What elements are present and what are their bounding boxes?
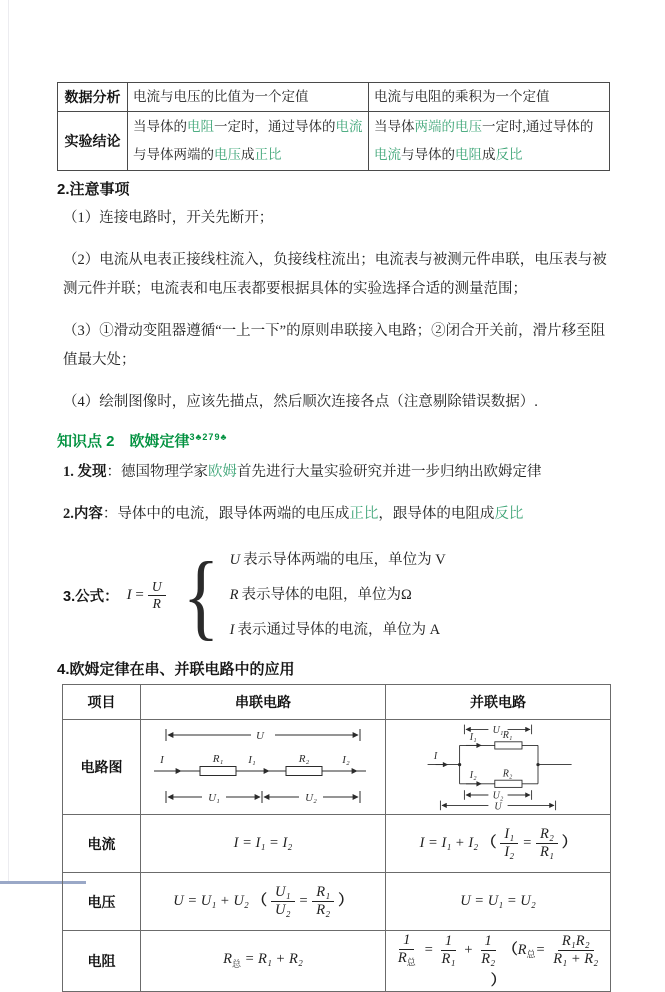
cell-analysis-voltage: 电流与电压的比值为一个定值	[128, 83, 369, 112]
formula-text: U = U₁ = U₂	[460, 893, 536, 909]
text-segment: 与导体两端的	[133, 147, 214, 162]
highlight-term: 正比	[254, 147, 282, 162]
fraction-numerator: R₂	[536, 826, 558, 844]
voltage-series-cell	[141, 873, 386, 931]
cell-conclusion-series	[128, 112, 369, 171]
highlight-term: 反比	[494, 506, 524, 522]
highlight-term: 电阻	[187, 119, 214, 134]
item-number: 1.	[63, 464, 78, 480]
table-header-row	[63, 685, 611, 720]
resistor-r1	[495, 742, 522, 749]
label-i1: I₁	[469, 731, 477, 743]
variable-symbol: R	[517, 941, 527, 958]
row-label-data-analysis: 数据分析	[58, 83, 128, 112]
item-label: 发现	[77, 464, 107, 480]
legend-line-i	[230, 613, 446, 648]
label-r2: R₂	[298, 753, 310, 765]
knowledge-point-heading	[57, 430, 610, 451]
notes-title: 2.注意事项	[57, 181, 130, 198]
text-segment: 德国物理学家	[121, 464, 208, 480]
equals-sign: =	[535, 941, 546, 958]
variable-symbol: R	[229, 587, 239, 603]
label-u2: U₂	[492, 790, 504, 802]
text-segment: 一定时,通过导体的	[482, 119, 594, 134]
text-segment: 当导体的	[133, 119, 187, 134]
formula-text: U = U₁ + U₂	[173, 892, 253, 909]
highlight-term: 正比	[349, 506, 379, 522]
label-r2: R₂	[502, 768, 513, 780]
paren-open: （	[252, 892, 267, 909]
resistor-r2	[495, 780, 522, 787]
fraction	[271, 884, 295, 920]
item-label: 内容	[73, 506, 103, 522]
resistance-parallel-cell	[386, 931, 611, 992]
ohm-application-table	[62, 684, 611, 992]
highlight-term: 电流	[335, 119, 363, 134]
formula-text: I = I₁ = I₂	[233, 835, 293, 851]
fraction-denominator: I₂	[504, 844, 515, 860]
row-label-resistance: 电阻	[63, 931, 141, 992]
plus-sign: +	[463, 941, 474, 958]
discover-line	[57, 458, 610, 487]
row-label-conclusion: 实验结论	[58, 112, 128, 171]
fraction-numerator: I₁	[500, 826, 518, 844]
ohm-formula-block	[57, 543, 610, 648]
label-u2: U₂	[305, 792, 317, 804]
fraction	[477, 933, 499, 969]
label-u1: U₁	[208, 792, 220, 804]
text-segment: 成	[482, 147, 496, 162]
fraction-numerator: 1	[441, 933, 456, 951]
fraction-numerator: 1	[481, 933, 496, 951]
content-line	[57, 500, 610, 529]
label-r1: R₁	[212, 753, 224, 765]
fraction-denominator: R₁	[441, 950, 456, 967]
cell-conclusion-parallel	[369, 112, 610, 171]
fraction-denominator: R₁ + R₂	[553, 950, 599, 967]
fraction-denominator: R₁	[540, 844, 554, 860]
label-u: U	[494, 801, 502, 811]
highlight-term: 电阻	[455, 147, 482, 162]
fraction-numerator: U₁	[271, 884, 295, 902]
paren-close: ）	[561, 834, 577, 851]
header-project: 项目	[63, 685, 141, 720]
parallel-circuit-cell	[386, 720, 611, 815]
label-r1: R₁	[502, 730, 513, 742]
page-edge-line	[8, 0, 9, 884]
legend-text: 表示通过导体的电流，单位为 A	[237, 622, 441, 638]
text-segment: ：	[102, 506, 118, 522]
parallel-circuit-diagram	[418, 723, 578, 811]
highlight-term: 两端的电压	[414, 119, 482, 134]
subscript-total: 总	[231, 959, 241, 970]
resistor-r1	[200, 767, 236, 776]
subscript-total: 总	[526, 949, 536, 960]
equals-sign: =	[135, 587, 144, 603]
fraction-numerator: R₁R₂	[558, 933, 594, 951]
label-i2: I₂	[469, 770, 477, 782]
text-segment: 当导体	[374, 119, 415, 134]
fraction-numerator: U	[148, 579, 166, 596]
note-item-4: （4）绘制图像时，应该先描点，然后顺次连接各点（注意剔除错误数据）.	[63, 394, 538, 410]
fraction-denominator: R	[152, 596, 161, 611]
text-segment: 与导体的	[401, 147, 455, 162]
fraction-denominator: R₂	[316, 902, 331, 918]
series-circuit-diagram	[148, 725, 378, 809]
current-parallel-cell	[386, 815, 611, 873]
series-circuit-cell	[141, 720, 386, 815]
table-row	[58, 83, 610, 112]
text-segment: 成	[241, 147, 255, 162]
fraction	[536, 826, 558, 862]
label-i: I	[160, 754, 164, 766]
highlight-term: 电流	[374, 147, 401, 162]
equation-lhs: I	[126, 587, 132, 603]
formula-label: 3.公式：	[63, 589, 119, 605]
legend-line-u	[230, 543, 446, 578]
item-number: 2.	[63, 506, 74, 522]
text-segment: 一定时，通过导体的	[214, 119, 336, 134]
paren-close: ）	[338, 892, 353, 909]
highlight-term: 电压	[214, 147, 241, 162]
fraction-denominator: U₂	[274, 902, 291, 918]
ohm-equation	[127, 579, 170, 612]
note-item-3: （3）①滑动变阻器遵循“一上一下”的原则串联接入电路；②闭合开关前，滑片移至阻值最大处；	[63, 323, 606, 368]
note-item-1: （1）连接电路时，开关先断开；	[63, 210, 274, 226]
header-series: 串联电路	[141, 685, 386, 720]
fraction	[312, 884, 334, 920]
label-i2: I₂	[342, 754, 350, 766]
knowledge-point-title: 知识点 2 欧姆定律	[57, 433, 190, 450]
fraction	[438, 933, 460, 969]
legend-line-r	[230, 578, 446, 613]
text-segment: ，跟导体的电阻成	[378, 506, 495, 522]
voltage-parallel-cell	[386, 873, 611, 931]
row-label-voltage: 电压	[63, 873, 141, 931]
row-label-diagram: 电路图	[63, 720, 141, 815]
variable-symbol: R	[223, 951, 232, 968]
u-over-r-fraction	[148, 579, 166, 612]
fraction-denominator: R₂	[481, 950, 496, 967]
row-label-current: 电流	[63, 815, 141, 873]
table-row	[58, 112, 610, 171]
current-row	[63, 815, 611, 873]
junction-dot	[458, 763, 461, 766]
variable-symbol: R	[397, 950, 407, 967]
paren-open: （	[481, 834, 497, 851]
fraction-numerator: 1	[399, 932, 414, 950]
cell-analysis-resistance: 电流与电阻的乘积为一个定值	[369, 83, 610, 112]
variable-symbol: I	[229, 622, 235, 638]
highlight-term: 反比	[495, 147, 523, 162]
voltage-row	[63, 873, 611, 931]
equals-sign: =	[298, 892, 309, 909]
paren-open: （	[503, 941, 518, 958]
formula-text: I = I₁ + I₂	[419, 834, 482, 851]
knowledge-point-badge: 3♣279♣	[189, 432, 228, 442]
equals-sign: =	[423, 941, 434, 958]
experiment-summary-table	[57, 82, 610, 171]
note-item-2: （2）电流从电表正接线柱流入，负接线柱流出；电流表与被测元件串联，电压表与被测元件并联；电流表和电压表都要根据具体的实验选择合适的测量范围；	[63, 252, 607, 297]
text-segment: 首先进行大量实验研究并进一步归纳出欧姆定律	[237, 464, 542, 480]
header-parallel: 并联电路	[386, 685, 611, 720]
brace-glyph: {	[182, 541, 220, 649]
highlight-term: 欧姆	[208, 464, 237, 480]
current-series-cell	[141, 815, 386, 873]
fraction-denominator	[394, 950, 420, 968]
fraction	[549, 933, 602, 969]
fraction	[500, 826, 518, 862]
fraction	[394, 932, 420, 969]
formula-legend	[230, 543, 446, 648]
label-u: U	[256, 730, 264, 742]
variable-symbol: U	[229, 552, 241, 568]
resistance-row	[63, 931, 611, 992]
application-title: 4.欧姆定律在串、并联电路中的应用	[57, 661, 295, 678]
resistance-series-cell	[141, 931, 386, 992]
label-i1: I₁	[248, 754, 256, 766]
label-u1: U₁	[492, 725, 504, 736]
text-segment: 导体中的电流，跟导体两端的电压成	[117, 506, 350, 522]
text-segment: ：	[106, 464, 121, 480]
resistor-r2	[286, 767, 322, 776]
paren-close: ）	[490, 972, 506, 989]
equals-sign: =	[522, 834, 533, 851]
subscript-total: 总	[406, 958, 416, 969]
formula-text: = R₁ + R₂	[241, 951, 303, 968]
legend-text: 表示导体两端的电压，单位为 V	[243, 552, 446, 568]
document-content	[57, 82, 610, 992]
circuit-diagram-row	[63, 720, 611, 815]
label-i: I	[433, 751, 438, 762]
legend-text: 表示导体的电阻，单位为Ω	[241, 587, 412, 603]
junction-dot	[536, 763, 539, 766]
fraction-numerator: R₁	[312, 884, 334, 902]
